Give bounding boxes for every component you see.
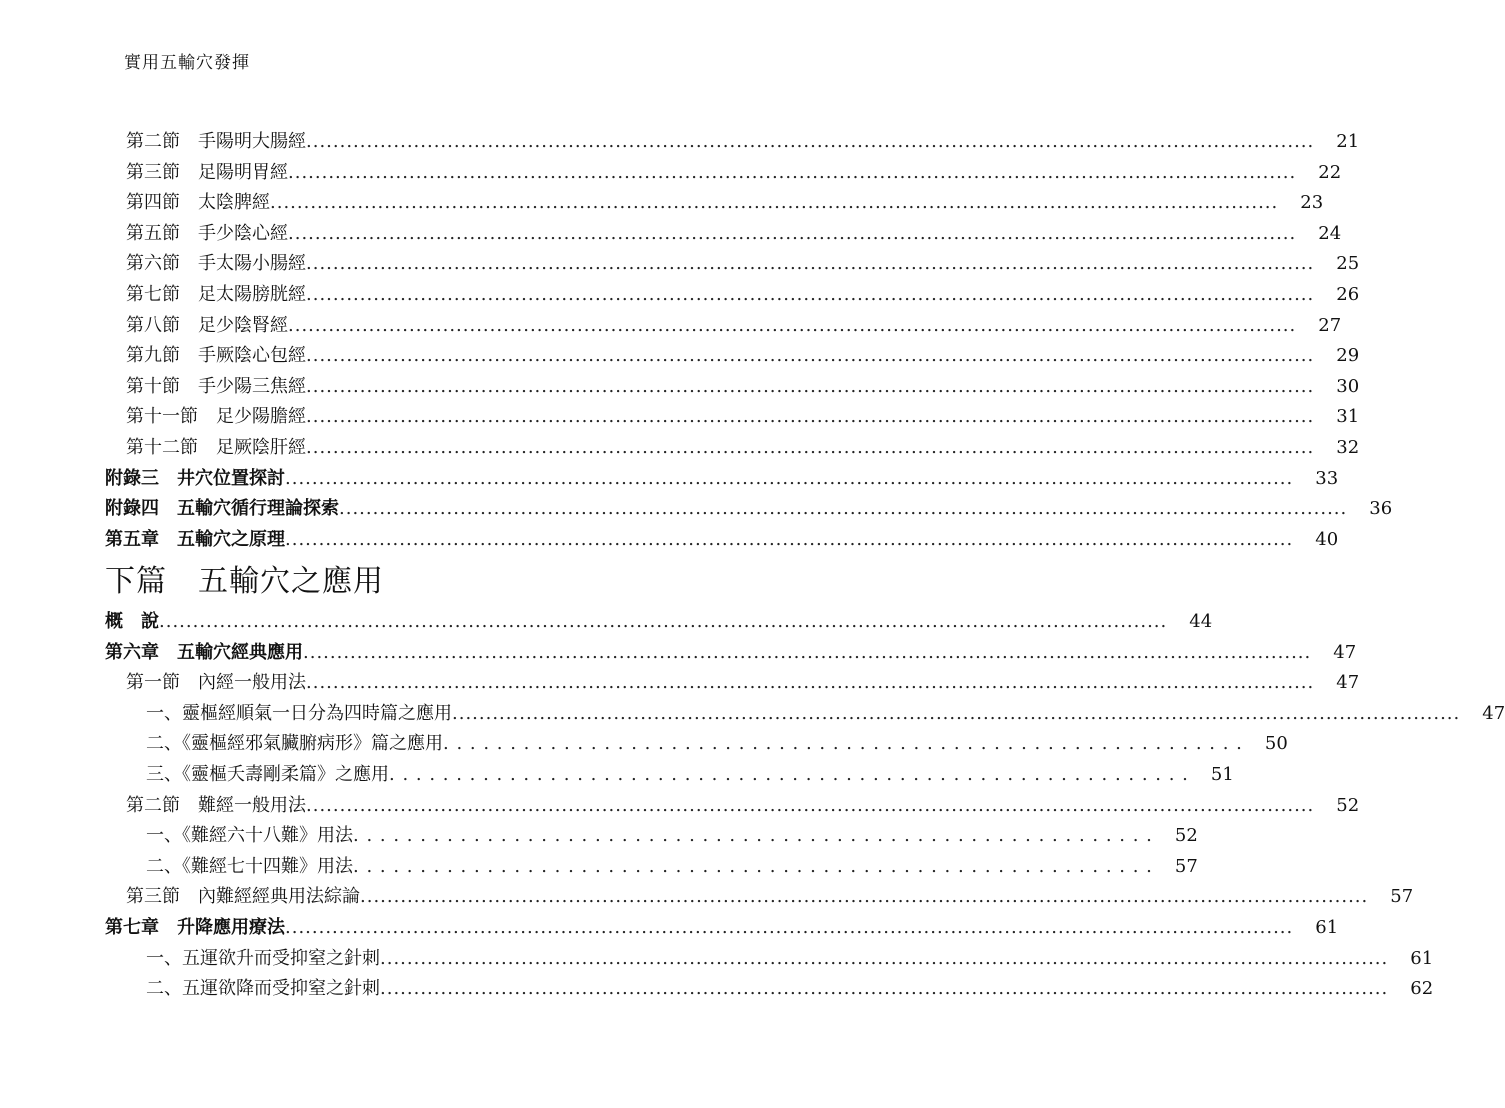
- toc-page-number: 30: [1336, 375, 1360, 397]
- toc-page-number: 61: [1315, 917, 1339, 938]
- toc-page-number: 47: [1333, 641, 1357, 663]
- toc-page-number: 52: [1336, 794, 1360, 816]
- toc-leader-dots: [443, 733, 1243, 754]
- toc-entry-title: 一、《難經六十八難》用法: [146, 825, 353, 847]
- toc-entry-title: 第一節 內經一般用法: [126, 672, 306, 694]
- toc-leader-dots: [306, 376, 1314, 397]
- toc-entry-title: 第六章 五輸穴經典應用: [105, 641, 303, 663]
- toc-entry[interactable]: [0, 402, 1360, 430]
- toc-leader-dots: [303, 642, 1311, 663]
- toc-entry-title: 第五節 手少陰心經: [126, 222, 288, 244]
- toc-entry[interactable]: [0, 638, 1357, 666]
- toc-page-number: 57: [1390, 886, 1414, 908]
- toc-entry-title: 第二節 難經一般用法: [126, 794, 306, 816]
- toc-entry-title: 附錄四 五輸穴循行理論探索: [105, 498, 339, 520]
- toc-page-number: 21: [1336, 131, 1360, 152]
- toc-leader-dots: [306, 672, 1314, 693]
- toc-page-number: 57: [1174, 855, 1198, 877]
- toc-entry-title: 第三節 足陽明胃經: [126, 161, 288, 183]
- toc-page-number: 40: [1315, 528, 1339, 550]
- toc-leader-dots: [306, 131, 1314, 152]
- toc-entry-title: 一、靈樞經順氣一日分為四時篇之應用: [146, 702, 452, 724]
- toc-entry[interactable]: [0, 433, 1360, 461]
- toc-entry[interactable]: [0, 882, 1414, 910]
- toc-entry[interactable]: [0, 158, 1342, 186]
- toc-entry[interactable]: [0, 852, 1198, 880]
- toc-entry[interactable]: [0, 791, 1360, 819]
- toc-entry[interactable]: [0, 341, 1360, 369]
- toc-entry-title: 一、五運欲升而受抑窒之針刺: [146, 947, 380, 969]
- toc-entry[interactable]: [0, 525, 1339, 553]
- toc-leader-dots: [306, 406, 1314, 427]
- toc-page-number: 61: [1410, 947, 1434, 969]
- toc-page-number: 31: [1336, 406, 1360, 428]
- toc-leader-dots: [389, 764, 1189, 785]
- toc-leader-dots: [306, 284, 1314, 305]
- toc-page-number: 25: [1336, 253, 1360, 275]
- toc-entry-title: 第八節 足少陰腎經: [126, 314, 288, 336]
- toc-page-number: 23: [1300, 192, 1324, 214]
- toc-entry[interactable]: [0, 311, 1342, 339]
- toc-leader-dots: [339, 498, 1347, 519]
- toc-entry[interactable]: [0, 913, 1339, 941]
- toc-page-number: 26: [1336, 284, 1360, 305]
- toc-entry-title: 第五章 五輸穴之原理: [105, 528, 285, 550]
- toc-entry[interactable]: [0, 607, 1213, 635]
- toc-entry[interactable]: [0, 188, 1324, 216]
- toc-entry[interactable]: [0, 699, 1505, 727]
- toc-entry-title: 二、《靈樞經邪氣臟腑病形》篇之應用: [146, 733, 443, 755]
- toc-leader-dots: [288, 162, 1296, 183]
- toc-leader-dots: [159, 611, 1167, 632]
- toc-page-number: 50: [1264, 733, 1288, 755]
- toc-entry[interactable]: [0, 127, 1360, 155]
- section-title: 下篇 五輸穴之應用: [105, 564, 384, 599]
- running-header: 實用五輸穴發揮: [124, 53, 250, 73]
- toc-entry-title: 二、《難經七十四難》用法: [146, 855, 353, 877]
- toc-leader-dots: [452, 703, 1460, 724]
- toc-page-number: 36: [1369, 498, 1393, 520]
- toc-entry-title: 概 說: [105, 611, 159, 632]
- toc-entry[interactable]: [0, 944, 1434, 972]
- toc-leader-dots: [306, 437, 1314, 458]
- toc-leader-dots: [380, 948, 1388, 969]
- toc-entry[interactable]: [0, 249, 1360, 277]
- toc-leader-dots: [380, 978, 1388, 999]
- toc-leader-dots: [353, 825, 1153, 846]
- toc-leader-dots: [270, 192, 1278, 213]
- toc-entry-title: 三、《靈樞夭壽剛柔篇》之應用: [146, 764, 389, 785]
- toc-entry-title: 第三節 內難經經典用法綜論: [126, 886, 360, 908]
- toc-entry-title: 第二節 手陽明大腸經: [126, 131, 306, 152]
- toc-entry[interactable]: [0, 760, 1234, 788]
- toc-entry[interactable]: [0, 280, 1360, 308]
- toc-entry[interactable]: [0, 668, 1360, 696]
- toc-page-number: 22: [1318, 161, 1342, 183]
- toc-leader-dots: [285, 468, 1293, 489]
- toc-entry-title: 附錄三 井穴位置探討: [105, 467, 285, 489]
- toc-entry-title: 第十節 手少陽三焦經: [126, 375, 306, 397]
- toc-leader-dots: [306, 795, 1314, 816]
- toc-entry-title: 第十一節 足少陽膽經: [126, 406, 306, 428]
- toc-entry-title: 第七節 足太陽膀胱經: [126, 284, 306, 305]
- toc-entry-title: 第九節 手厥陰心包經: [126, 345, 306, 367]
- toc-entry-title: 第七章 升降應用療法: [105, 917, 285, 938]
- toc-page-number: 33: [1315, 467, 1339, 489]
- toc-entry[interactable]: [0, 464, 1339, 492]
- toc-entry[interactable]: [0, 372, 1360, 400]
- toc-leader-dots: [288, 315, 1296, 336]
- toc-page-number: 62: [1410, 978, 1434, 1000]
- toc-page-number: 24: [1318, 222, 1342, 244]
- toc-page-number: 32: [1336, 437, 1360, 458]
- toc-entry[interactable]: [0, 974, 1434, 1002]
- toc-leader-dots: [288, 223, 1296, 244]
- toc-page-number: 52: [1174, 825, 1198, 847]
- toc-leader-dots: [306, 253, 1314, 274]
- toc-entry-title: 第六節 手太陽小腸經: [126, 253, 306, 275]
- toc-entry[interactable]: [0, 494, 1393, 522]
- toc-leader-dots: [360, 886, 1368, 907]
- toc-entry[interactable]: [0, 219, 1342, 247]
- toc-entry-title: 第十二節 足厥陰肝經: [126, 437, 306, 458]
- toc-leader-dots: [285, 529, 1293, 550]
- toc-page-number: 29: [1336, 345, 1360, 367]
- toc-leader-dots: [306, 345, 1314, 366]
- toc-page-number: 44: [1189, 611, 1213, 632]
- toc-entry-title: 第四節 太陰脾經: [126, 192, 270, 214]
- toc-page-number: 27: [1318, 314, 1342, 336]
- toc-entry[interactable]: [0, 821, 1198, 849]
- toc-leader-dots: [353, 856, 1153, 877]
- toc-page-number: 47: [1336, 672, 1360, 694]
- toc-entry[interactable]: [0, 729, 1288, 757]
- toc-entry-title: 二、五運欲降而受抑窒之針刺: [146, 978, 380, 1000]
- toc-page-number: 51: [1210, 764, 1234, 785]
- toc-page-number: 47: [1482, 702, 1505, 724]
- toc-leader-dots: [285, 917, 1293, 938]
